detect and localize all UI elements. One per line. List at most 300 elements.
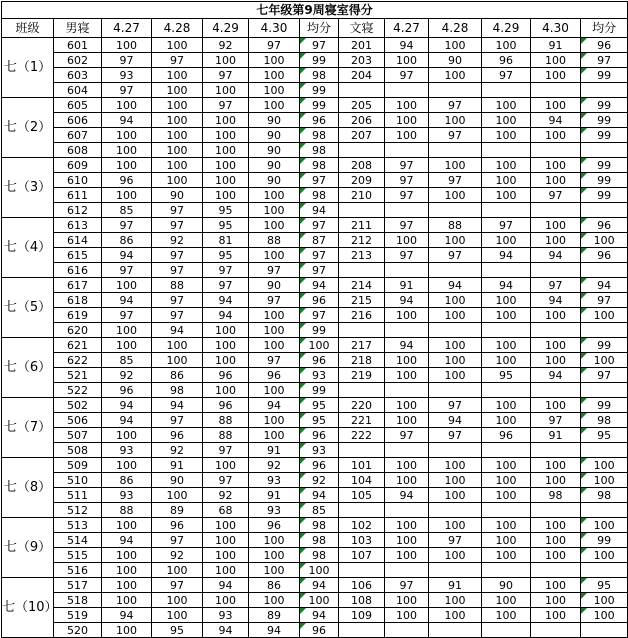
cell-female-430 — [531, 143, 581, 158]
cell-female-dorm: 212 — [339, 233, 385, 248]
cell-female-430: 100 — [531, 98, 581, 113]
table-row — [2, 428, 628, 443]
cell-male-average: 94 — [300, 608, 339, 623]
cell-male-dorm: 520 — [54, 623, 102, 638]
cell-female-428: 100 — [429, 608, 482, 623]
cell-male-428: 94 — [152, 398, 203, 413]
cell-female-dorm: 211 — [339, 218, 385, 233]
cell-female-430: 100 — [531, 308, 581, 323]
cell-male-dorm: 611 — [54, 188, 102, 203]
cell-female-dorm — [339, 143, 385, 158]
cell-female-427: 97 — [385, 248, 429, 263]
cell-male-429: 95 — [203, 218, 249, 233]
cell-male-428: 100 — [152, 488, 203, 503]
cell-female-dorm: 221 — [339, 413, 385, 428]
cell-male-430: 90 — [249, 158, 300, 173]
cell-male-430: 97 — [249, 263, 300, 278]
cell-female-430: 100 — [531, 158, 581, 173]
table-row — [2, 518, 628, 533]
cell-female-430: 100 — [531, 218, 581, 233]
class-label: 七（6） — [2, 338, 54, 398]
cell-male-428: 100 — [152, 83, 203, 98]
table-row — [2, 533, 628, 548]
cell-male-430: 100 — [249, 203, 300, 218]
cell-female-427: 100 — [385, 473, 429, 488]
cell-male-430: 97 — [249, 293, 300, 308]
cell-male-427: 97 — [102, 218, 152, 233]
cell-female-428 — [429, 563, 482, 578]
cell-male-dorm: 613 — [54, 218, 102, 233]
cell-male-427: 100 — [102, 548, 152, 563]
cell-male-429: 100 — [203, 173, 249, 188]
cell-male-average: 97 — [300, 263, 339, 278]
cell-female-427: 100 — [385, 98, 429, 113]
cell-male-430: 93 — [249, 473, 300, 488]
cell-female-430: 97 — [531, 413, 581, 428]
cell-female-430 — [531, 623, 581, 638]
cell-female-430: 100 — [531, 338, 581, 353]
cell-male-429: 100 — [203, 53, 249, 68]
cell-female-429 — [482, 563, 531, 578]
cell-female-427: 100 — [385, 608, 429, 623]
cell-female-average: 99 — [581, 173, 628, 188]
cell-male-428: 97 — [152, 293, 203, 308]
cell-male-429: 100 — [203, 83, 249, 98]
cell-male-429: 95 — [203, 248, 249, 263]
table-row — [2, 158, 628, 173]
cell-male-dorm: 616 — [54, 263, 102, 278]
cell-female-429: 100 — [482, 98, 531, 113]
cell-male-dorm: 606 — [54, 113, 102, 128]
cell-female-average: 100 — [581, 458, 628, 473]
cell-female-average: 96 — [581, 218, 628, 233]
cell-female-430 — [531, 443, 581, 458]
cell-female-427 — [385, 383, 429, 398]
cell-female-430: 100 — [531, 578, 581, 593]
cell-male-average: 92 — [300, 473, 339, 488]
cell-female-dorm: 215 — [339, 293, 385, 308]
cell-male-430: 100 — [249, 218, 300, 233]
cell-male-428: 100 — [152, 98, 203, 113]
cell-male-average: 96 — [300, 428, 339, 443]
cell-female-428: 100 — [429, 473, 482, 488]
cell-male-dorm: 515 — [54, 548, 102, 563]
cell-female-dorm — [339, 263, 385, 278]
cell-male-average: 100 — [300, 563, 339, 578]
cell-male-average: 97 — [300, 308, 339, 323]
cell-female-dorm — [339, 83, 385, 98]
cell-male-average: 98 — [300, 188, 339, 203]
class-label: 七（9） — [2, 518, 54, 578]
cell-male-average: 97 — [300, 218, 339, 233]
cell-male-429: 100 — [203, 458, 249, 473]
cell-male-dorm: 609 — [54, 158, 102, 173]
class-label: 七（3） — [2, 158, 54, 218]
cell-female-430 — [531, 263, 581, 278]
cell-female-429: 100 — [482, 338, 531, 353]
header-date-429-female: 4.29 — [482, 19, 531, 38]
cell-male-429: 95 — [203, 203, 249, 218]
cell-female-429: 100 — [482, 293, 531, 308]
cell-female-428: 97 — [429, 398, 482, 413]
table-row — [2, 128, 628, 143]
table-row — [2, 233, 628, 248]
cell-female-428: 97 — [429, 533, 482, 548]
cell-female-average: 97 — [581, 368, 628, 383]
cell-female-dorm: 107 — [339, 548, 385, 563]
cell-male-430: 97 — [249, 38, 300, 53]
cell-female-427: 100 — [385, 533, 429, 548]
cell-male-428: 97 — [152, 413, 203, 428]
table-row — [2, 68, 628, 83]
cell-female-427: 100 — [385, 128, 429, 143]
cell-male-429: 97 — [203, 443, 249, 458]
cell-female-dorm: 208 — [339, 158, 385, 173]
cell-male-427: 86 — [102, 473, 152, 488]
cell-female-average: 98 — [581, 488, 628, 503]
cell-female-430 — [531, 83, 581, 98]
cell-male-428: 100 — [152, 173, 203, 188]
cell-female-429: 96 — [482, 428, 531, 443]
table-title: 七年级第9周寝室得分 — [2, 2, 628, 19]
cell-female-average: 94 — [581, 278, 628, 293]
cell-male-427: 96 — [102, 383, 152, 398]
cell-male-427: 85 — [102, 203, 152, 218]
cell-male-427: 100 — [102, 38, 152, 53]
cell-female-429 — [482, 143, 531, 158]
table-row — [2, 278, 628, 293]
table-row — [2, 398, 628, 413]
cell-male-428: 100 — [152, 593, 203, 608]
cell-female-427: 100 — [385, 458, 429, 473]
cell-female-dorm: 210 — [339, 188, 385, 203]
cell-male-428: 97 — [152, 248, 203, 263]
cell-male-average: 87 — [300, 233, 339, 248]
cell-male-dorm: 614 — [54, 233, 102, 248]
cell-female-430: 100 — [531, 458, 581, 473]
header-date-429-male: 4.29 — [203, 19, 249, 38]
header-date-427-female: 4.27 — [385, 19, 429, 38]
cell-male-dorm: 608 — [54, 143, 102, 158]
cell-female-average: 99 — [581, 188, 628, 203]
cell-male-430: 86 — [249, 578, 300, 593]
cell-male-428: 100 — [152, 338, 203, 353]
cell-female-428: 88 — [429, 218, 482, 233]
cell-male-average: 99 — [300, 383, 339, 398]
cell-female-average — [581, 563, 628, 578]
cell-female-429: 95 — [482, 368, 531, 383]
cell-female-dorm: 222 — [339, 428, 385, 443]
cell-female-430: 94 — [531, 368, 581, 383]
table-row — [2, 248, 628, 263]
table-row — [2, 203, 628, 218]
cell-male-dorm: 619 — [54, 308, 102, 323]
cell-female-430: 100 — [531, 608, 581, 623]
cell-male-dorm: 607 — [54, 128, 102, 143]
cell-female-428: 100 — [429, 293, 482, 308]
cell-female-429 — [482, 83, 531, 98]
cell-male-427: 94 — [102, 248, 152, 263]
cell-female-dorm — [339, 563, 385, 578]
cell-male-428: 96 — [152, 518, 203, 533]
cell-male-average: 94 — [300, 278, 339, 293]
table-row — [2, 413, 628, 428]
cell-female-430: 98 — [531, 488, 581, 503]
cell-male-430: 100 — [249, 533, 300, 548]
cell-male-average: 93 — [300, 368, 339, 383]
cell-female-429: 100 — [482, 173, 531, 188]
cell-female-430: 100 — [531, 533, 581, 548]
cell-female-dorm: 205 — [339, 98, 385, 113]
cell-male-428: 92 — [152, 443, 203, 458]
cell-female-427: 97 — [385, 68, 429, 83]
cell-female-427 — [385, 83, 429, 98]
cell-female-430: 94 — [531, 293, 581, 308]
cell-male-428: 100 — [152, 158, 203, 173]
cell-male-430: 94 — [249, 398, 300, 413]
cell-male-429: 97 — [203, 98, 249, 113]
cell-male-430: 100 — [249, 338, 300, 353]
cell-female-427: 97 — [385, 578, 429, 593]
cell-male-428: 100 — [152, 113, 203, 128]
cell-female-428 — [429, 383, 482, 398]
cell-male-428: 92 — [152, 233, 203, 248]
cell-male-dorm: 612 — [54, 203, 102, 218]
cell-male-average: 98 — [300, 548, 339, 563]
header-date-430-female: 4.30 — [531, 19, 581, 38]
cell-female-429 — [482, 203, 531, 218]
cell-female-average: 97 — [581, 293, 628, 308]
cell-female-428: 97 — [429, 128, 482, 143]
table-row — [2, 623, 628, 638]
cell-female-429: 97 — [482, 218, 531, 233]
cell-male-428: 97 — [152, 203, 203, 218]
cell-female-429: 97 — [482, 68, 531, 83]
cell-male-dorm: 517 — [54, 578, 102, 593]
cell-female-428: 100 — [429, 233, 482, 248]
cell-female-428: 100 — [429, 158, 482, 173]
cell-male-dorm: 617 — [54, 278, 102, 293]
cell-male-428: 100 — [152, 563, 203, 578]
cell-male-430: 96 — [249, 368, 300, 383]
cell-male-average: 99 — [300, 98, 339, 113]
cell-male-average: 96 — [300, 293, 339, 308]
cell-female-427: 97 — [385, 218, 429, 233]
cell-female-428: 91 — [429, 578, 482, 593]
cell-female-average: 100 — [581, 593, 628, 608]
cell-male-average: 99 — [300, 323, 339, 338]
cell-female-429: 100 — [482, 413, 531, 428]
cell-female-average — [581, 323, 628, 338]
class-label: 七（5） — [2, 278, 54, 338]
cell-female-429 — [482, 383, 531, 398]
table-row — [2, 458, 628, 473]
cell-male-429: 97 — [203, 68, 249, 83]
cell-male-430: 90 — [249, 143, 300, 158]
cell-female-430 — [531, 203, 581, 218]
cell-female-428: 97 — [429, 248, 482, 263]
cell-male-430: 96 — [249, 518, 300, 533]
cell-female-429: 100 — [482, 533, 531, 548]
cell-male-429: 100 — [203, 113, 249, 128]
table-row — [2, 38, 628, 53]
header-female-dorm: 文寝 — [339, 19, 385, 38]
cell-male-average: 94 — [300, 488, 339, 503]
cell-male-427: 96 — [102, 173, 152, 188]
cell-male-average: 96 — [300, 458, 339, 473]
cell-male-average: 95 — [300, 413, 339, 428]
cell-male-dorm: 516 — [54, 563, 102, 578]
cell-female-average: 100 — [581, 473, 628, 488]
cell-female-dorm: 104 — [339, 473, 385, 488]
cell-male-429: 100 — [203, 128, 249, 143]
cell-female-average — [581, 203, 628, 218]
cell-female-dorm: 217 — [339, 338, 385, 353]
cell-female-average: 99 — [581, 128, 628, 143]
cell-male-430: 90 — [249, 173, 300, 188]
cell-male-dorm: 510 — [54, 473, 102, 488]
cell-male-427: 100 — [102, 323, 152, 338]
cell-female-429: 100 — [482, 593, 531, 608]
cell-female-dorm: 219 — [339, 368, 385, 383]
cell-female-429: 100 — [482, 233, 531, 248]
cell-female-427 — [385, 443, 429, 458]
table-row — [2, 53, 628, 68]
cell-male-average: 98 — [300, 518, 339, 533]
cell-female-428: 94 — [429, 278, 482, 293]
cell-female-average — [581, 263, 628, 278]
cell-male-429: 92 — [203, 488, 249, 503]
cell-male-428: 97 — [152, 263, 203, 278]
cell-male-428: 100 — [152, 608, 203, 623]
cell-female-dorm: 220 — [339, 398, 385, 413]
class-label: 七（10） — [2, 578, 54, 638]
cell-female-dorm: 216 — [339, 308, 385, 323]
cell-female-average: 99 — [581, 98, 628, 113]
cell-male-average: 97 — [300, 38, 339, 53]
cell-female-dorm: 204 — [339, 68, 385, 83]
cell-male-430: 100 — [249, 428, 300, 443]
cell-female-average: 99 — [581, 533, 628, 548]
cell-male-427: 97 — [102, 53, 152, 68]
table-row — [2, 368, 628, 383]
cell-female-429 — [482, 323, 531, 338]
cell-male-427: 100 — [102, 128, 152, 143]
cell-male-dorm: 522 — [54, 383, 102, 398]
cell-male-average: 98 — [300, 68, 339, 83]
cell-female-average — [581, 83, 628, 98]
cell-female-dorm — [339, 323, 385, 338]
cell-male-dorm: 507 — [54, 428, 102, 443]
cell-female-427: 100 — [385, 53, 429, 68]
cell-female-428: 100 — [429, 488, 482, 503]
cell-male-430: 100 — [249, 548, 300, 563]
cell-female-430: 91 — [531, 38, 581, 53]
cell-male-dorm: 513 — [54, 518, 102, 533]
cell-female-average — [581, 503, 628, 518]
cell-female-dorm: 218 — [339, 353, 385, 368]
cell-female-428 — [429, 623, 482, 638]
table-row — [2, 293, 628, 308]
cell-male-427: 85 — [102, 353, 152, 368]
table-row — [2, 608, 628, 623]
cell-female-430: 94 — [531, 113, 581, 128]
cell-male-430: 100 — [249, 98, 300, 113]
cell-female-428: 100 — [429, 38, 482, 53]
cell-male-428: 97 — [152, 578, 203, 593]
cell-female-428: 100 — [429, 368, 482, 383]
cell-female-average: 100 — [581, 308, 628, 323]
cell-female-427 — [385, 623, 429, 638]
cell-female-430 — [531, 563, 581, 578]
cell-female-427: 100 — [385, 593, 429, 608]
cell-female-428: 97 — [429, 428, 482, 443]
cell-male-dorm: 514 — [54, 533, 102, 548]
cell-male-dorm: 620 — [54, 323, 102, 338]
cell-male-429: 100 — [203, 158, 249, 173]
cell-female-427: 100 — [385, 413, 429, 428]
cell-female-427: 94 — [385, 488, 429, 503]
cell-female-429: 100 — [482, 608, 531, 623]
cell-male-dorm: 610 — [54, 173, 102, 188]
cell-male-dorm: 502 — [54, 398, 102, 413]
cell-male-average: 99 — [300, 83, 339, 98]
cell-male-427: 100 — [102, 428, 152, 443]
cell-female-427: 100 — [385, 548, 429, 563]
cell-female-427 — [385, 143, 429, 158]
cell-female-429: 100 — [482, 473, 531, 488]
cell-female-average — [581, 623, 628, 638]
table-row — [2, 353, 628, 368]
cell-female-dorm: 207 — [339, 128, 385, 143]
cell-male-427: 100 — [102, 338, 152, 353]
cell-male-428: 94 — [152, 323, 203, 338]
cell-female-427: 94 — [385, 38, 429, 53]
cell-male-429: 100 — [203, 188, 249, 203]
cell-female-dorm: 203 — [339, 53, 385, 68]
header-date-428-female: 4.28 — [429, 19, 482, 38]
cell-male-428: 91 — [152, 458, 203, 473]
cell-female-427 — [385, 323, 429, 338]
cell-male-average: 100 — [300, 338, 339, 353]
cell-female-average: 99 — [581, 398, 628, 413]
cell-male-429: 100 — [203, 518, 249, 533]
cell-male-429: 88 — [203, 428, 249, 443]
cell-male-average: 100 — [300, 593, 339, 608]
class-label: 七（1） — [2, 38, 54, 98]
cell-male-429: 96 — [203, 398, 249, 413]
cell-male-430: 100 — [249, 563, 300, 578]
cell-female-average: 100 — [581, 233, 628, 248]
cell-female-428 — [429, 443, 482, 458]
cell-male-430: 97 — [249, 353, 300, 368]
cell-male-428: 95 — [152, 623, 203, 638]
cell-male-427: 100 — [102, 623, 152, 638]
cell-male-430: 100 — [249, 413, 300, 428]
cell-male-average: 98 — [300, 143, 339, 158]
cell-male-427: 97 — [102, 263, 152, 278]
table-row — [2, 338, 628, 353]
cell-male-428: 90 — [152, 188, 203, 203]
table-row — [2, 473, 628, 488]
cell-female-427: 94 — [385, 293, 429, 308]
cell-female-dorm — [339, 503, 385, 518]
cell-male-429: 100 — [203, 563, 249, 578]
table-row — [2, 218, 628, 233]
cell-male-dorm: 506 — [54, 413, 102, 428]
cell-male-429: 97 — [203, 473, 249, 488]
cell-male-430: 90 — [249, 278, 300, 293]
